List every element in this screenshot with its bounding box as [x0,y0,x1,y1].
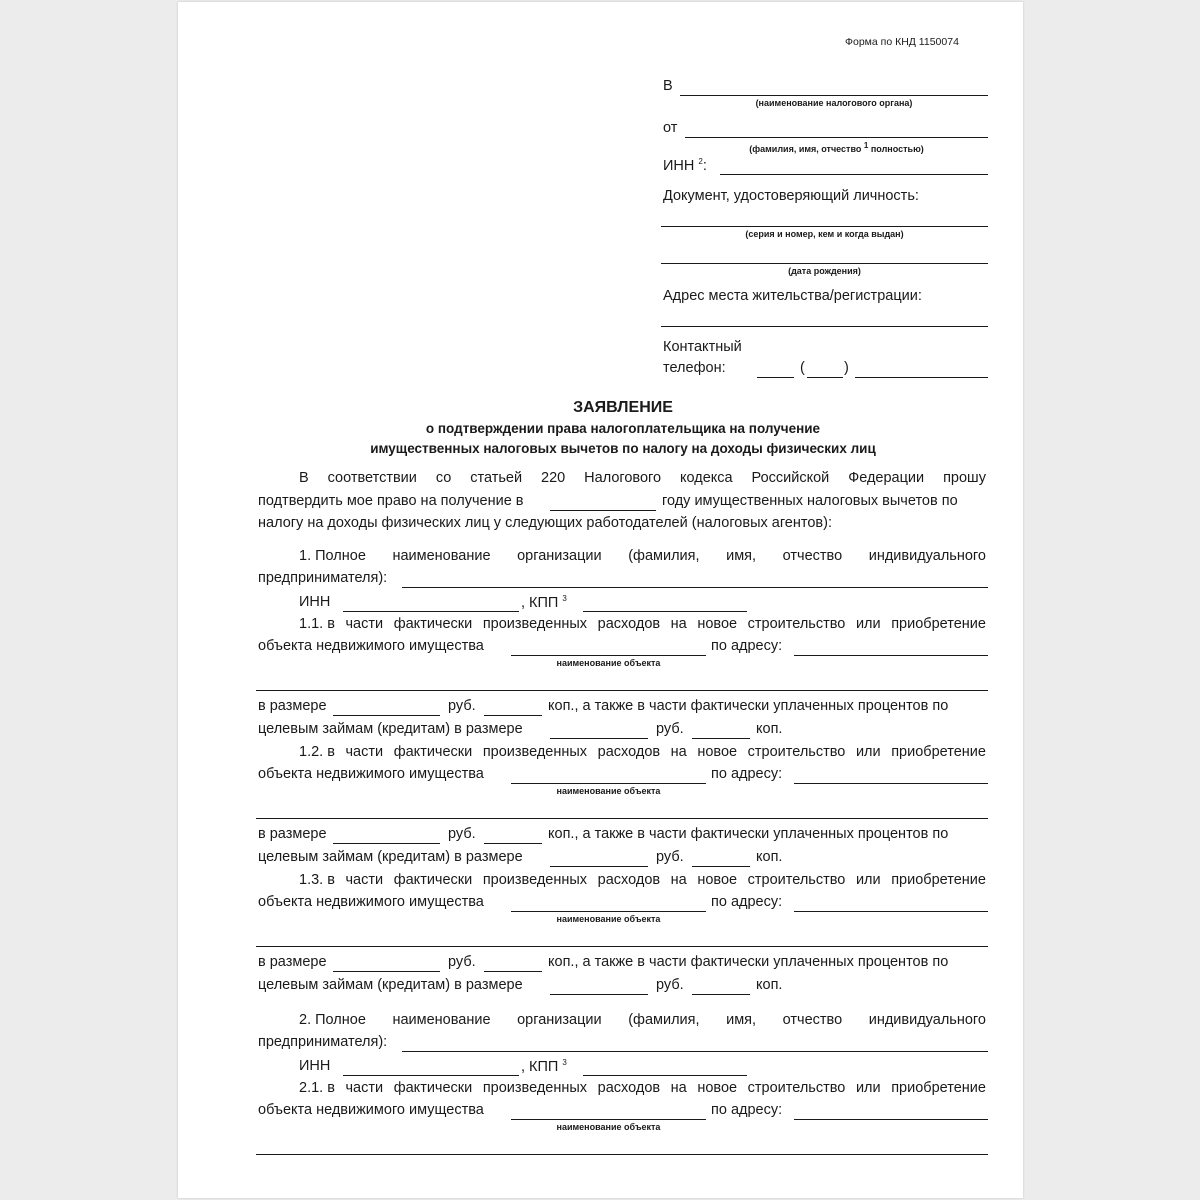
expense-word: расходов [597,744,661,760]
expense-word: новое [697,616,738,632]
expense-word: строительство [747,744,846,760]
org-1-name-field[interactable] [402,587,988,588]
expense-word: 1.1. в [299,616,335,632]
org-heading-word: 2. Полное [299,1012,366,1028]
id-doc-label: Документ, удостоверяющий личность: [663,188,919,204]
loan-kop-1-2: коп. [756,849,783,865]
subtitle-line-2: имущественных налоговых вычетов по налогу на доходы физических лиц [370,441,876,456]
expense-word: произведенных [482,616,588,632]
phone-country-field[interactable] [757,377,794,378]
expense-word: фактически [393,872,473,888]
expense-word: строительство [747,616,846,632]
expense-word: приобретение [891,744,986,760]
object-address-field-1-3[interactable] [794,911,988,912]
form-sheet [178,2,1023,1198]
expense-1-1-line-1 [299,616,986,632]
intro-word: статьей [470,470,523,486]
org-1-kpp-label: , КПП $^3$ [521,594,567,611]
object-caption-2-1: наименование объекта [556,1122,661,1132]
object-caption-1-1: наименование объекта [556,658,661,668]
birth-date-field[interactable] [661,263,988,264]
intro-word: В [299,470,309,486]
phone-paren-open: ( [800,360,805,376]
loan-rub-field-1-3[interactable] [550,994,648,995]
object-address-field-2-1[interactable] [794,1119,988,1120]
expense-word: или [855,616,881,632]
to-prefix: В [663,78,673,94]
in-amount-1-2: в размере [258,826,327,842]
expense-word: фактически [393,616,473,632]
expense-word: строительство [747,872,846,888]
address-label: Адрес места жительства/регистрации: [663,288,922,304]
in-amount-1-1: в размере [258,698,327,714]
loan-rub-1-3: руб. [656,977,684,993]
expense-word: новое [697,744,738,760]
expense-word: на [670,616,687,632]
expense-word: расходов [597,1080,661,1096]
org-heading-word: (фамилия, [628,1012,700,1028]
address-at-1-3: по адресу: [711,894,783,910]
expense-word: 1.3. в [299,872,335,888]
expense-word: приобретение [891,872,986,888]
object-address-field-2-1-cont[interactable] [256,1154,988,1155]
tax-authority-caption: (наименование налогового органа) [755,98,913,108]
phone-paren-close: ) [844,360,849,376]
object-name-field-1-1[interactable] [511,655,706,656]
org-heading-word: отчество [782,548,843,564]
target-loans-1-1: целевым займам (кредитам) в размере [258,721,523,737]
object-label-2-1: объекта недвижимого имущества [258,1102,484,1118]
inn-label-text: ИНН [663,157,695,174]
intro-word: Российской [751,470,830,486]
loan-rub-1-1: руб. [656,721,684,737]
target-loans-1-2: целевым займам (кредитам) в размере [258,849,523,865]
from-prefix: от [663,120,678,136]
loan-kop-field-1-3[interactable] [692,994,750,995]
intro-line-2a: подтвердить мое право на получение в [258,493,524,509]
intro-line-3: налогу на доходы физических лиц у следующих работодателей (налоговых агентов): [258,515,832,531]
loan-rub-field-1-1[interactable] [550,738,648,739]
kop-also-1-3: коп., а также в части фактически уплаченных процентов по [548,954,949,970]
org-heading-word: индивидуального [868,548,986,564]
amount-rub-field-1-3[interactable] [333,971,440,972]
form-code: Форма по КНД 1150074 [845,36,959,48]
inn-colon: : [702,157,707,174]
amount-rub-field-1-2[interactable] [333,843,440,844]
rub-1-1: руб. [448,698,476,714]
expense-word: на [670,744,687,760]
object-name-field-2-1[interactable] [511,1119,706,1120]
address-field[interactable] [661,326,988,327]
expense-word: или [855,744,881,760]
intro-word: Федерации [848,470,925,486]
expense-word: фактически [393,744,473,760]
org-2-kpp-field[interactable] [583,1075,747,1076]
object-label-1-1: объекта недвижимого имущества [258,638,484,654]
year-field[interactable] [550,510,656,511]
object-label-1-3: объекта недвижимого имущества [258,894,484,910]
fio-caption-sup: 1 [863,141,869,150]
address-at-1-1: по адресу: [711,638,783,654]
org-heading-word: индивидуального [868,1012,986,1028]
expense-word: или [855,872,881,888]
org-1-inn-field[interactable] [343,611,519,612]
intro-word: соответствии [327,470,417,486]
expense-word: на [670,872,687,888]
expense-word: части [345,1080,384,1096]
fio-field[interactable] [685,137,988,138]
org-heading-word: отчество [782,1012,843,1028]
expense-word: приобретение [891,616,986,632]
intro-word: со [435,470,452,486]
address-at-2-1: по адресу: [711,1102,783,1118]
intro-word: кодекса [680,470,733,486]
org-2-inn-label: ИНН [299,1058,331,1074]
expense-word: расходов [597,616,661,632]
org-heading-word: наименование [392,548,491,564]
kop-also-1-2: коп., а также в части фактически уплаченных процентов по [548,826,949,842]
object-address-field-1-1-cont[interactable] [256,690,988,691]
expense-word: новое [697,872,738,888]
org-heading-word: имя, [726,1012,757,1028]
fio-caption-a: (фамилия, имя, отчество [749,144,862,154]
org-2-name-field[interactable] [402,1051,988,1052]
expense-2-1-line-1 [299,1080,986,1096]
org-2-kpp-label: , КПП $^3$ [521,1058,567,1075]
document-title: ЗАЯВЛЕНИЕ [573,399,673,416]
inn-label [663,157,707,174]
org-1-heading-cont: предпринимателя): [258,570,388,586]
loan-kop-field-1-1[interactable] [692,738,750,739]
object-name-field-1-2[interactable] [511,783,706,784]
amount-kop-field-1-3[interactable] [484,971,542,972]
org-heading-word: имя, [726,548,757,564]
loan-rub-1-2: руб. [656,849,684,865]
loan-kop-1-1: коп. [756,721,783,737]
loan-kop-1-3: коп. [756,977,783,993]
org-heading-word: наименование [392,1012,491,1028]
object-address-field-1-1[interactable] [794,655,988,656]
id-doc-caption: (серия и номер, кем и когда выдан) [745,229,904,239]
expense-word: произведенных [482,1080,588,1096]
org-2-inn-field[interactable] [343,1075,519,1076]
intro-line-1 [299,470,986,486]
expense-1-2-line-1 [299,744,986,760]
expense-word: фактически [393,1080,473,1096]
tax-authority-field[interactable] [680,95,988,96]
address-at-1-2: по адресу: [711,766,783,782]
inn-field[interactable] [720,174,988,175]
object-caption-1-2: наименование объекта [556,786,661,796]
kop-also-1-1: коп., а также в части фактически уплаченных процентов по [548,698,949,714]
id-doc-field[interactable] [661,226,988,227]
expense-word: приобретение [891,1080,986,1096]
intro-word: прошу [943,470,986,486]
birth-date-caption: (дата рождения) [788,266,861,276]
subtitle-line-1: о подтверждении права налогоплательщика на получение [425,421,821,436]
expense-word: строительство [747,1080,846,1096]
org-heading-word: 1. Полное [299,548,366,564]
org-2-heading [299,1012,986,1028]
object-name-field-1-3[interactable] [511,911,706,912]
object-caption-1-3: наименование объекта [556,914,661,924]
object-label-1-2: объекта недвижимого имущества [258,766,484,782]
expense-word: новое [697,1080,738,1096]
loan-kop-field-1-2[interactable] [692,866,750,867]
fio-caption-b: полностью) [870,144,924,154]
expense-word: 1.2. в [299,744,335,760]
inn-sup: 2 [698,157,703,166]
intro-word: Налогового [584,470,662,486]
org-1-kpp-field[interactable] [583,611,747,612]
org-2-heading-cont: предпринимателя): [258,1034,388,1050]
contact-label: Контактный [663,339,742,355]
expense-word: части [345,872,384,888]
expense-1-3-line-1 [299,872,986,888]
phone-area-field[interactable] [807,377,843,378]
amount-rub-field-1-1[interactable] [333,715,440,716]
expense-word: части [345,616,384,632]
in-amount-1-3: в размере [258,954,327,970]
intro-word: 220 [541,470,566,486]
intro-line-2b: году имущественных налоговых вычетов по [662,493,958,509]
expense-word: расходов [597,872,661,888]
org-heading-word: организации [517,548,602,564]
org-heading-word: (фамилия, [628,548,700,564]
expense-word: на [670,1080,687,1096]
loan-rub-field-1-2[interactable] [550,866,648,867]
org-1-inn-label: ИНН [299,594,331,610]
expense-word: или [855,1080,881,1096]
object-address-field-1-2[interactable] [794,783,988,784]
phone-number-field[interactable] [855,377,988,378]
phone-label: телефон: [663,360,726,376]
rub-1-2: руб. [448,826,476,842]
amount-kop-field-1-2[interactable] [484,843,542,844]
expense-word: произведенных [482,744,588,760]
target-loans-1-3: целевым займам (кредитам) в размере [258,977,523,993]
rub-1-3: руб. [448,954,476,970]
amount-kop-field-1-1[interactable] [484,715,542,716]
fio-caption [685,141,988,154]
object-address-field-1-3-cont[interactable] [256,946,988,947]
org-1-heading [299,548,986,564]
org-heading-word: организации [517,1012,602,1028]
expense-word: произведенных [482,872,588,888]
expense-word: 2.1. в [299,1080,335,1096]
object-address-field-1-2-cont[interactable] [256,818,988,819]
expense-word: части [345,744,384,760]
